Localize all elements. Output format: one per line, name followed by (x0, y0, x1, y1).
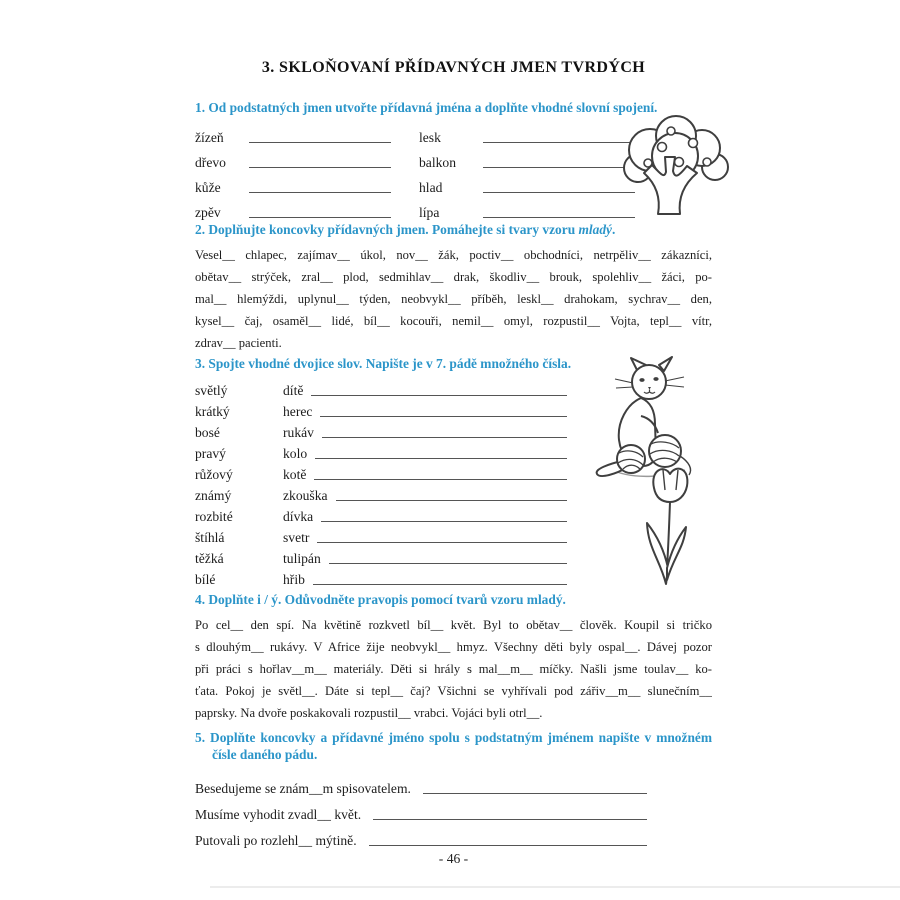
task5-sentence: Besedujeme se znám__m spisovatelem. (195, 781, 411, 796)
task3-adjective: světlý (195, 383, 228, 398)
exercise-line: paprsky. Na dvoře poskakovali rozpustil__ vrabci. Vojáci byli otrl__. (195, 706, 543, 720)
answer-blank-line (314, 478, 567, 480)
task3-row (195, 420, 567, 441)
answer-blank-line (249, 191, 391, 193)
task3-adjective: rozbité (195, 509, 233, 524)
task1-left-word: žízeň (195, 130, 224, 145)
task3-row (195, 462, 567, 483)
task3-noun: svetr (283, 530, 310, 545)
task2-exercise-text (195, 244, 712, 354)
answer-blank-line (317, 541, 567, 543)
task2-heading-text: 2. Doplňujte koncovky přídavných jmen. Pomáhejte si tvary vzoru (195, 222, 579, 237)
answer-blank-line (483, 216, 635, 218)
task1-right-word: lípa (419, 205, 440, 220)
answer-blank-line (373, 818, 647, 820)
answer-blank-line (249, 141, 391, 143)
task3-adjective: štíhlá (195, 530, 225, 545)
task5-heading-line1: 5. Doplňte koncovky a přídavné jméno spolu s podstatným jménem napište v množném (195, 730, 712, 745)
tulip-illustration-icon (632, 460, 707, 588)
task1-right-word: balkon (419, 155, 456, 170)
exercise-line: s dlouhým__ rukávy. V Africe žije neobvykl__ hmyz. Všechny děti byly ospal__. Dávej pozor (195, 640, 712, 654)
task3-noun: kolo (283, 446, 308, 461)
task3-noun: dívka (283, 509, 314, 524)
task3-noun: herec (283, 404, 313, 419)
answer-blank-line (321, 520, 567, 522)
exercise-line: mal__ hlemýždi, uplynul__ týden, neobvykl__ příběh, leskl__ drahokam, sychrav__ den, (195, 292, 712, 306)
answer-blank-line (249, 166, 391, 168)
task5-heading (195, 729, 712, 763)
task3-noun: hřib (283, 572, 305, 587)
answer-blank-line (369, 844, 647, 846)
task1-left-word: zpěv (195, 205, 221, 220)
task3-adjective: bosé (195, 425, 220, 440)
answer-blank-line (329, 562, 567, 564)
answer-blank-line (249, 216, 391, 218)
task3-row (195, 399, 567, 420)
exercise-line: obětav__ strýček, zral__ plod, sedmihlav__ drak, škodliv__ brouk, spolehliv__ žáci, po- (195, 270, 712, 284)
task2-heading-pattern-word: mladý (578, 222, 612, 237)
task5-row (195, 797, 647, 823)
answer-blank-line (320, 415, 567, 417)
task5-sentence: Putovali po rozlehl__ mýtině. (195, 833, 357, 848)
exercise-line: při práci s hořlav__m__ materiály. Děti si hrály s mal__m__ míčky. Našli jsme toulav__ ko- (195, 662, 712, 676)
task3-row (195, 378, 567, 399)
exercise-line: Vesel__ chlapec, zajímav__ úkol, nov__ žák, poctiv__ obchodníci, netrpěliv__ zákazníci, (195, 248, 712, 262)
task3-adjective: růžový (195, 467, 233, 482)
task3-row (195, 483, 567, 504)
task3-adjective: známý (195, 488, 232, 503)
task3-adjective: krátký (195, 404, 230, 419)
answer-blank-line (322, 436, 567, 438)
task5-sentence: Musíme vyhodit zvadl__ květ. (195, 807, 362, 822)
task1-left-word: kůže (195, 180, 221, 195)
task3-pair-list (195, 378, 567, 588)
task3-row (195, 441, 567, 462)
task5-row (195, 823, 647, 849)
page-title: 3. SKLOŇOVANÍ PŘÍDAVNÝCH JMEN TVRDÝCH (261, 59, 646, 76)
task3-noun: tulipán (283, 551, 321, 566)
exercise-line: ťata. Pokoj je světl__. Dáte si tepl__ čaj? Všichni se vyhřívali pod zářiv__m__ slunečním__ (195, 684, 712, 698)
exercise-line: zdrav__ pacienti. (195, 336, 282, 350)
page-number: - 46 - (438, 851, 469, 866)
task5-sentence-list (195, 771, 712, 849)
tree-illustration-icon (612, 110, 734, 216)
task2-heading-period: . (611, 222, 616, 237)
answer-blank-line (313, 583, 567, 585)
task1-right-word: hlad (419, 180, 443, 195)
task3-row (195, 567, 567, 588)
exercise-line: kysel__ čaj, osaměl__ lidé, bíl__ kocouři, nemil__ omyl, rozpustil__ Vojta, tepl__ vítr, (195, 314, 712, 328)
task3-row (195, 525, 567, 546)
answer-blank-line (315, 457, 567, 459)
answer-blank-line (423, 792, 647, 794)
task4-heading: 4. Doplňte i / ý. Odůvodněte pravopis pomocí tvarů vzoru mladý. (195, 592, 566, 607)
exercise-line: Po cel__ den spí. Na květině rozkvetl bíl__ květ. Byl to obětav__ člověk. Koupil si tričko (195, 618, 712, 632)
task3-row (195, 504, 567, 525)
task5-row (195, 771, 647, 797)
answer-blank-line (336, 499, 567, 501)
task1-right-word: lesk (419, 130, 441, 145)
task2-heading (195, 221, 712, 238)
task1-left-word: dřevo (195, 155, 226, 170)
task3-adjective: těžká (195, 551, 224, 566)
task1-heading: 1. Od podstatných jmen utvořte přídavná jména a doplňte vhodné slovní spojení. (195, 100, 658, 115)
task3-adjective: bílé (195, 572, 216, 587)
scan-artifact (210, 886, 900, 888)
task5-heading-line2: čísle daného pádu. (212, 747, 318, 762)
answer-blank-line (311, 394, 567, 396)
task3-row (195, 546, 567, 567)
task3-noun: zkouška (283, 488, 328, 503)
task4-exercise-text (195, 614, 712, 724)
task3-noun: dítě (283, 383, 304, 398)
task3-noun: kotě (283, 467, 307, 482)
task3-heading: 3. Spojte vhodné dvojice slov. Napište je v 7. pádě množného čísla. (195, 356, 572, 371)
task3-adjective: pravý (195, 446, 226, 461)
task3-noun: rukáv (283, 425, 314, 440)
